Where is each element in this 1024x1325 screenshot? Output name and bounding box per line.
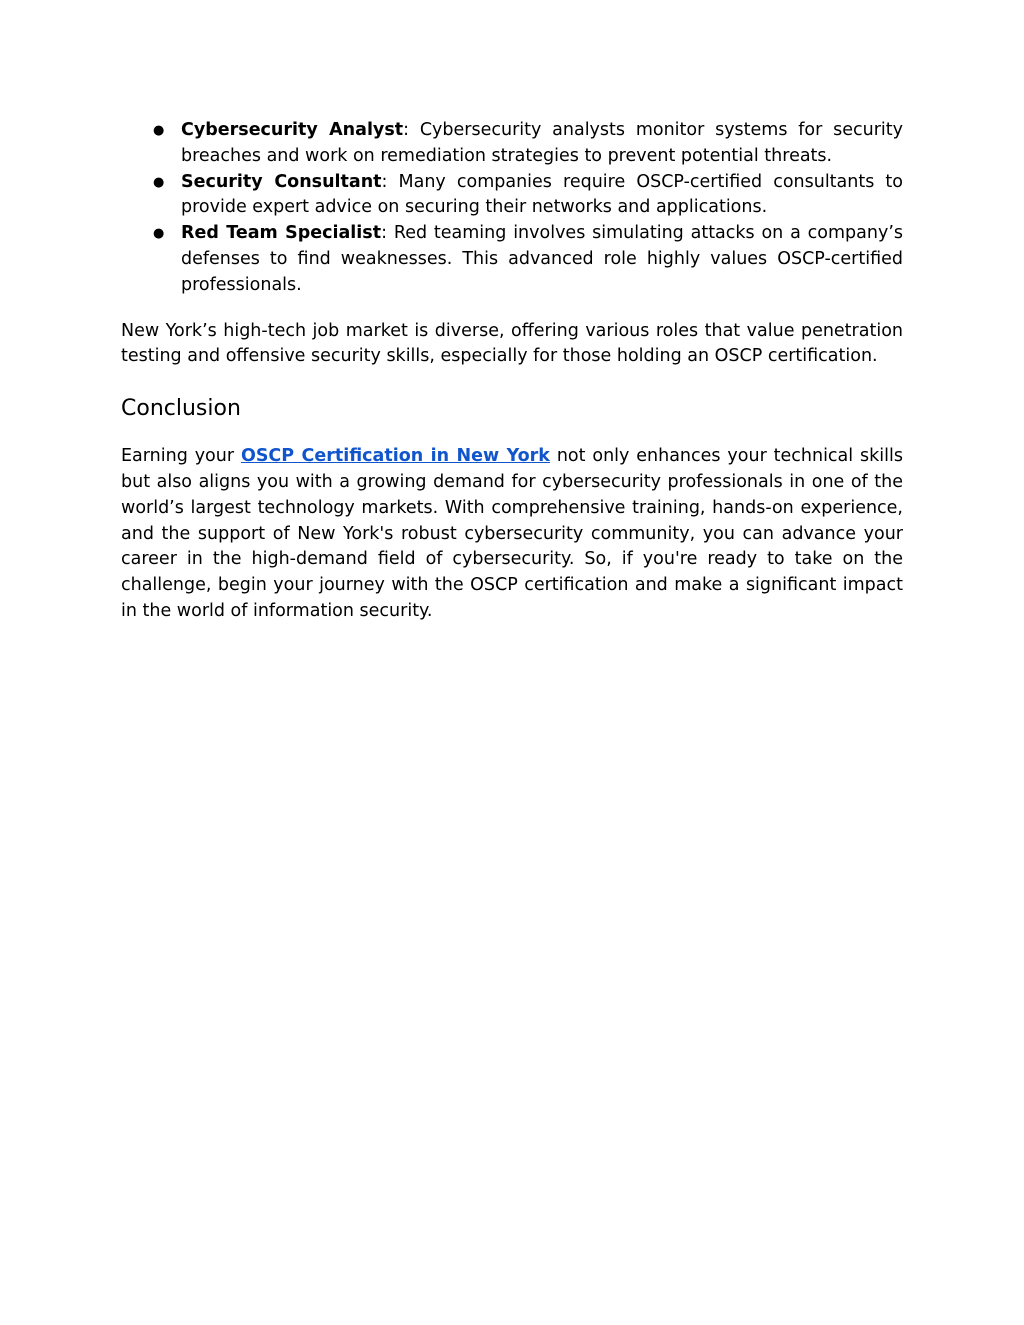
- bullet-icon: ●: [153, 174, 165, 190]
- role-title: Cybersecurity Analyst: [181, 120, 404, 140]
- role-description: : Cybersecurity analysts monitor systems for security breaches and work on remediation strategies to prevent potential threats.: [181, 120, 904, 166]
- conclusion-text-end: not only enhances your technical skills but also aligns you with a growing demand for cybersecurity professionals in one of the world’s largest technology markets. With comprehensive training, hands-on experience, and the support of New York's robust cybersecurity community, you can advance your career in the high-demand field of cybersecurity. So, if you're ready to take on the challenge, begin your journey with the OSCP certification and make a significant impact in the world of information security.: [121, 446, 903, 621]
- role-description: : Many companies require OSCP-certified consultants to provide expert advice on securing their networks and applications.: [181, 171, 904, 218]
- list-item: [121, 221, 903, 298]
- role-description: : Red teaming involves simulating attacks on a company’s defenses to find weaknesses. This advanced role highly values OSCP-certified professionals.: [181, 223, 903, 295]
- role-title: Security Consultant: [181, 171, 382, 192]
- bullet-icon: ●: [153, 123, 165, 138]
- list-item: [121, 170, 903, 222]
- bullet-icon: ●: [153, 226, 165, 242]
- role-title: Red Team Specialist: [181, 223, 382, 244]
- conclusion-heading: Conclusion: [121, 396, 241, 422]
- conclusion-text-start: Earning your: [121, 446, 241, 467]
- conclusion-paragraph: [121, 444, 903, 625]
- list-item: [121, 118, 903, 170]
- market-paragraph: New York’s high-tech job market is diverse, offering various roles that value penetration testing and offensive security skills, especially for those holding an OSCP certification.: [121, 320, 903, 367]
- document-page: [121, 118, 903, 625]
- oscp-certification-link[interactable]: OSCP Certification in New York: [240, 446, 550, 467]
- career-roles-list: [121, 118, 903, 299]
